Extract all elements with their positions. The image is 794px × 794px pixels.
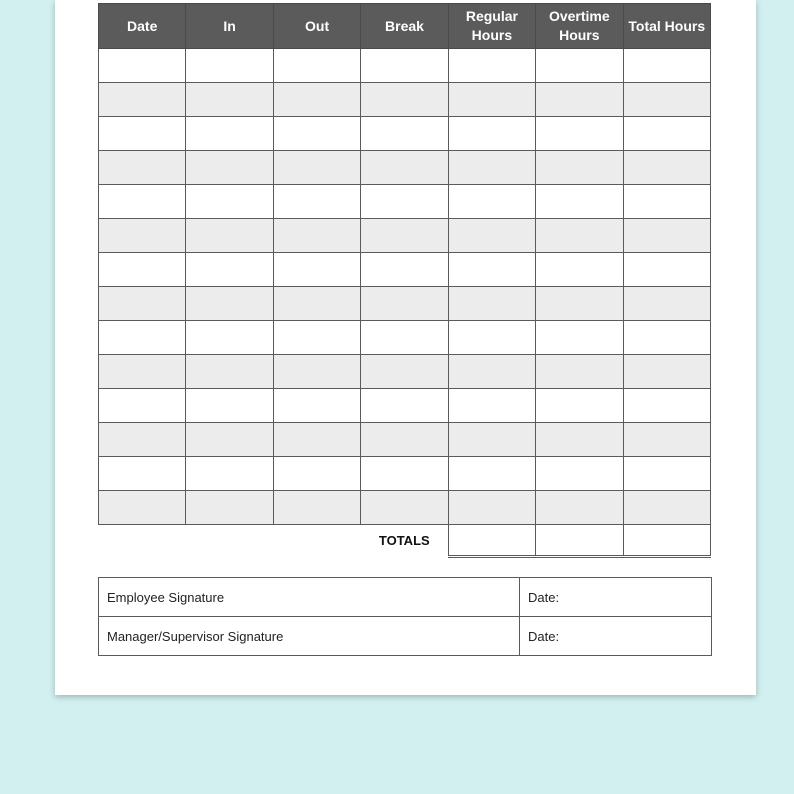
date-cell[interactable] (99, 253, 186, 287)
total-hours-cell[interactable] (623, 83, 710, 117)
date-cell[interactable] (99, 151, 186, 185)
total-hours-cell[interactable] (623, 457, 710, 491)
total-hours-cell[interactable] (623, 287, 710, 321)
date-cell[interactable] (99, 287, 186, 321)
header-regular-hours: Regular Hours (448, 4, 535, 49)
header-date: Date (99, 4, 186, 49)
out-cell[interactable] (273, 185, 360, 219)
overtime-hours-cell[interactable] (536, 287, 623, 321)
overtime-hours-cell[interactable] (536, 83, 623, 117)
header-break: Break (361, 4, 448, 49)
out-cell[interactable] (273, 491, 360, 525)
date-cell[interactable] (99, 355, 186, 389)
totals-row (99, 525, 711, 557)
totals-label: TOTALS (378, 533, 430, 549)
out-cell[interactable] (273, 457, 360, 491)
table-row (99, 321, 711, 355)
overtime-hours-cell[interactable] (536, 355, 623, 389)
total-hours-cell[interactable] (623, 321, 710, 355)
header-in: In (186, 4, 273, 49)
overtime-hours-cell[interactable] (536, 151, 623, 185)
regular-hours-cell[interactable] (448, 287, 535, 321)
out-cell[interactable] (273, 117, 360, 151)
table-row (99, 457, 711, 491)
date-cell[interactable] (99, 219, 186, 253)
employee-signature-date-field[interactable]: Date: (520, 578, 712, 617)
table-row (99, 49, 711, 83)
regular-hours-cell[interactable] (448, 117, 535, 151)
regular-hours-cell[interactable] (448, 355, 535, 389)
regular-hours-cell[interactable] (448, 457, 535, 491)
header-out: Out (273, 4, 360, 49)
overtime-hours-cell[interactable] (536, 49, 623, 83)
date-cell[interactable] (99, 423, 186, 457)
break-cell[interactable] (361, 389, 448, 423)
date-cell[interactable] (99, 117, 186, 151)
total-hours-cell[interactable] (623, 423, 710, 457)
in-cell[interactable] (186, 287, 273, 321)
table-row (99, 151, 711, 185)
in-cell[interactable] (186, 49, 273, 83)
total-hours-cell[interactable] (623, 355, 710, 389)
date-cell[interactable] (99, 83, 186, 117)
table-row (99, 491, 711, 525)
out-cell[interactable] (273, 83, 360, 117)
regular-hours-cell[interactable] (448, 185, 535, 219)
date-cell[interactable] (99, 185, 186, 219)
out-cell[interactable] (273, 151, 360, 185)
total-hours-cell[interactable] (623, 151, 710, 185)
date-cell[interactable] (99, 321, 186, 355)
break-cell[interactable] (361, 355, 448, 389)
regular-hours-cell[interactable] (448, 321, 535, 355)
overtime-hours-cell[interactable] (536, 117, 623, 151)
in-cell[interactable] (186, 423, 273, 457)
in-cell[interactable] (186, 185, 273, 219)
in-cell[interactable] (186, 457, 273, 491)
table-row (99, 83, 711, 117)
total-hours-cell[interactable] (623, 389, 710, 423)
total-hours-cell[interactable] (623, 49, 710, 83)
regular-hours-cell[interactable] (448, 423, 535, 457)
table-row (99, 253, 711, 287)
overtime-hours-cell[interactable] (536, 389, 623, 423)
out-cell[interactable] (273, 423, 360, 457)
overtime-hours-cell[interactable] (536, 253, 623, 287)
overtime-hours-cell[interactable] (536, 185, 623, 219)
in-cell[interactable] (186, 219, 273, 253)
total-hours-cell[interactable] (623, 219, 710, 253)
regular-hours-cell[interactable] (448, 83, 535, 117)
overtime-hours-cell[interactable] (536, 321, 623, 355)
overtime-hours-cell[interactable] (536, 423, 623, 457)
date-cell[interactable] (99, 457, 186, 491)
out-cell[interactable] (273, 389, 360, 423)
date-cell[interactable] (99, 491, 186, 525)
total-hours-cell[interactable] (623, 491, 710, 525)
out-cell[interactable] (273, 49, 360, 83)
in-cell[interactable] (186, 389, 273, 423)
overtime-hours-cell[interactable] (536, 491, 623, 525)
regular-hours-cell[interactable] (448, 219, 535, 253)
break-cell[interactable] (361, 49, 448, 83)
document-page (55, 0, 756, 695)
break-cell[interactable] (361, 83, 448, 117)
header-row (99, 4, 711, 49)
break-cell[interactable] (361, 423, 448, 457)
in-cell[interactable] (186, 253, 273, 287)
table-row (99, 287, 711, 321)
timesheet-table (98, 3, 711, 558)
total-hours-cell[interactable] (623, 117, 710, 151)
header-total-hours: Total Hours (623, 4, 710, 49)
overtime-hours-cell[interactable] (536, 457, 623, 491)
break-cell[interactable] (361, 151, 448, 185)
table-row (99, 117, 711, 151)
regular-hours-cell[interactable] (448, 389, 535, 423)
out-cell[interactable] (273, 253, 360, 287)
break-cell[interactable] (361, 287, 448, 321)
out-cell[interactable] (273, 219, 360, 253)
table-row (99, 389, 711, 423)
total-hours-cell[interactable] (623, 185, 710, 219)
regular-hours-cell[interactable] (448, 491, 535, 525)
out-cell[interactable] (273, 321, 360, 355)
overtime-hours-cell[interactable] (536, 219, 623, 253)
out-cell[interactable] (273, 287, 360, 321)
in-cell[interactable] (186, 491, 273, 525)
break-cell[interactable] (361, 117, 448, 151)
table-row (99, 219, 711, 253)
table-row (99, 355, 711, 389)
in-cell[interactable] (186, 355, 273, 389)
regular-hours-cell[interactable] (448, 49, 535, 83)
date-cell[interactable] (99, 389, 186, 423)
break-cell[interactable] (361, 253, 448, 287)
manager-signature-date-field[interactable]: Date: (520, 617, 712, 656)
table-row (99, 423, 711, 457)
total-hours-cell[interactable] (623, 253, 710, 287)
employee-signature-row (99, 578, 712, 617)
in-cell[interactable] (186, 117, 273, 151)
header-overtime-hours: Overtime Hours (536, 4, 623, 49)
in-cell[interactable] (186, 83, 273, 117)
break-cell[interactable] (361, 457, 448, 491)
employee-signature-field[interactable]: Employee Signature (99, 578, 520, 617)
regular-hours-cell[interactable] (448, 151, 535, 185)
table-row (99, 185, 711, 219)
manager-signature-field[interactable]: Manager/Supervisor Signature (99, 617, 520, 656)
signature-table (98, 577, 712, 656)
break-cell[interactable] (361, 185, 448, 219)
break-cell[interactable] (361, 219, 448, 253)
timesheet-body (99, 49, 711, 525)
total-hours-cell[interactable] (623, 525, 710, 557)
break-cell[interactable] (361, 491, 448, 525)
break-cell[interactable] (361, 321, 448, 355)
in-cell[interactable] (186, 321, 273, 355)
total-overtime-hours-cell[interactable] (536, 525, 623, 557)
out-cell[interactable] (273, 355, 360, 389)
total-regular-hours-cell[interactable] (448, 525, 535, 557)
regular-hours-cell[interactable] (448, 253, 535, 287)
date-cell[interactable] (99, 49, 186, 83)
manager-signature-row (99, 617, 712, 656)
in-cell[interactable] (186, 151, 273, 185)
